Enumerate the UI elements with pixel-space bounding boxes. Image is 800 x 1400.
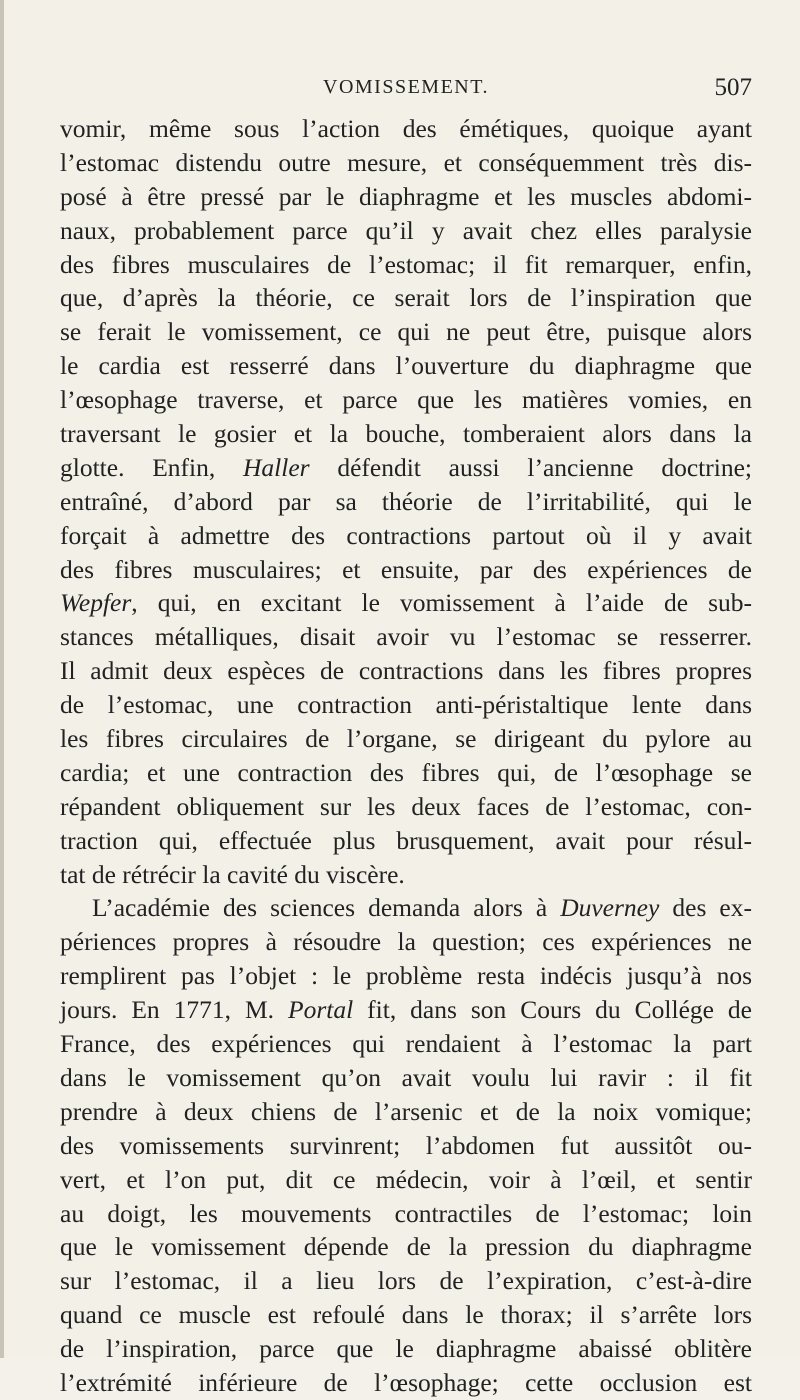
text-line: le cardia est resserré dans l’ouverture du diaphragme que [60, 351, 752, 381]
page-gutter-edge [0, 0, 4, 1358]
text-line: de l’estomac, une contraction anti-péristaltique lente dans [60, 690, 752, 720]
text-segment: des ex- [659, 893, 752, 923]
text-segment: jours. En 1771, M. [60, 995, 289, 1025]
text-line: cardia; et une contraction des fibres qui, de l’œsophage se [60, 757, 752, 787]
text-line: forçait à admettre des contractions partout où il y avait [60, 520, 752, 550]
running-title: VOMISSEMENT. [323, 76, 489, 98]
text-line: des fibres musculaires de l’estomac; il fit remarquer, enfin, [60, 249, 752, 279]
text-line: se ferait le vomissement, ce qui ne peut être, puisque alors [60, 317, 752, 347]
text-line: prendre à deux chiens de l’arsenic et de la noix vomique; [60, 1096, 752, 1126]
text-line: l’œsophage traverse, et parce que les matières vomies, en [60, 385, 752, 415]
text-segment: défendit aussi l’ancienne doctrine; [309, 452, 752, 482]
text-line: au doigt, les mouvements contractiles de l’estomac; loin [60, 1198, 752, 1228]
text-line: naux, probablement parce qu’il y avait chez elles paralysie [60, 215, 752, 245]
text-segment: , qui, en excitant le vomissement à l’aide de sub- [131, 588, 752, 618]
text-line: répandent obliquement sur les deux faces de l’estomac, con- [60, 791, 752, 821]
text-line: des vomissements survinrent; l’abdomen fut aussitôt ou- [60, 1130, 752, 1160]
text-line: périences propres à résoudre la question; ces expériences ne [60, 927, 752, 957]
italic-name: Haller [243, 452, 310, 482]
text-line: dans le vomissement qu’on avait voulu lui ravir : il fit [60, 1062, 752, 1092]
text-segment: fit, dans son Cours du Collége de [353, 995, 752, 1025]
text-line: l’estomac distendu outre mesure, et conséquemment très dis- [60, 147, 752, 177]
text-line: les fibres circulaires de l’organe, se dirigeant du pylore au [60, 724, 752, 754]
text-line: que le vomissement dépende de la pression du diaphragme [60, 1232, 752, 1262]
text-line [60, 891, 752, 925]
text-line: posé à être pressé par le diaphragme et les muscles abdomi- [60, 181, 752, 211]
text-line: que, d’après la théorie, ce serait lors de l’inspiration que [60, 283, 752, 313]
text-line: remplirent pas l’objet : le problème resta indécis jusqu’à nos [60, 961, 752, 991]
text-line: France, des expériences qui rendaient à l’estomac la part [60, 1029, 752, 1059]
text-line: Il admit deux espèces de contractions dans les fibres propres [60, 656, 752, 686]
text-line: traversant le gosier et la bouche, tomberaient alors dans la [60, 419, 752, 449]
page-number: 507 [714, 74, 752, 101]
italic-name: Wepfer [60, 588, 132, 618]
text-line [60, 993, 752, 1027]
text-line: de l’inspiration, parce que le diaphragme abaissé oblitère [60, 1334, 752, 1364]
text-line: stances métalliques, disait avoir vu l’estomac se resserrer. [60, 622, 752, 652]
text-line: l’extrémité inférieure de l’œsophage; cette occlusion est [60, 1367, 752, 1397]
italic-name: Duverney [560, 893, 660, 923]
text-line: tat de rétrécir la cavité du viscère. [60, 859, 405, 889]
italic-name: Portal [288, 995, 354, 1025]
text-line: vomir, même sous l’action des émétiques, quoique ayant [60, 114, 752, 143]
text-line: entraîné, d’abord par sa théorie de l’irritabilité, qui le [60, 486, 752, 516]
text-line [60, 451, 752, 485]
text-line: des fibres musculaires; et ensuite, par des expériences de [60, 554, 752, 584]
text-segment: glotte. Enfin, [60, 452, 243, 482]
body-text [60, 112, 752, 1400]
text-line: quand ce muscle est refoulé dans le thorax; il s’arrête lors [60, 1300, 752, 1330]
text-line [60, 586, 752, 620]
text-line: sur l’estomac, il a lieu lors de l’expiration, c’est-à-dire [60, 1266, 752, 1296]
text-line: traction qui, effectuée plus brusquement, avait pour résul- [60, 825, 752, 855]
text-segment: L’académie des sciences demanda alors à [92, 893, 561, 923]
text-line: vert, et l’on put, dit ce médecin, voir à l’œil, et sentir [60, 1164, 752, 1194]
page-header [60, 70, 752, 106]
